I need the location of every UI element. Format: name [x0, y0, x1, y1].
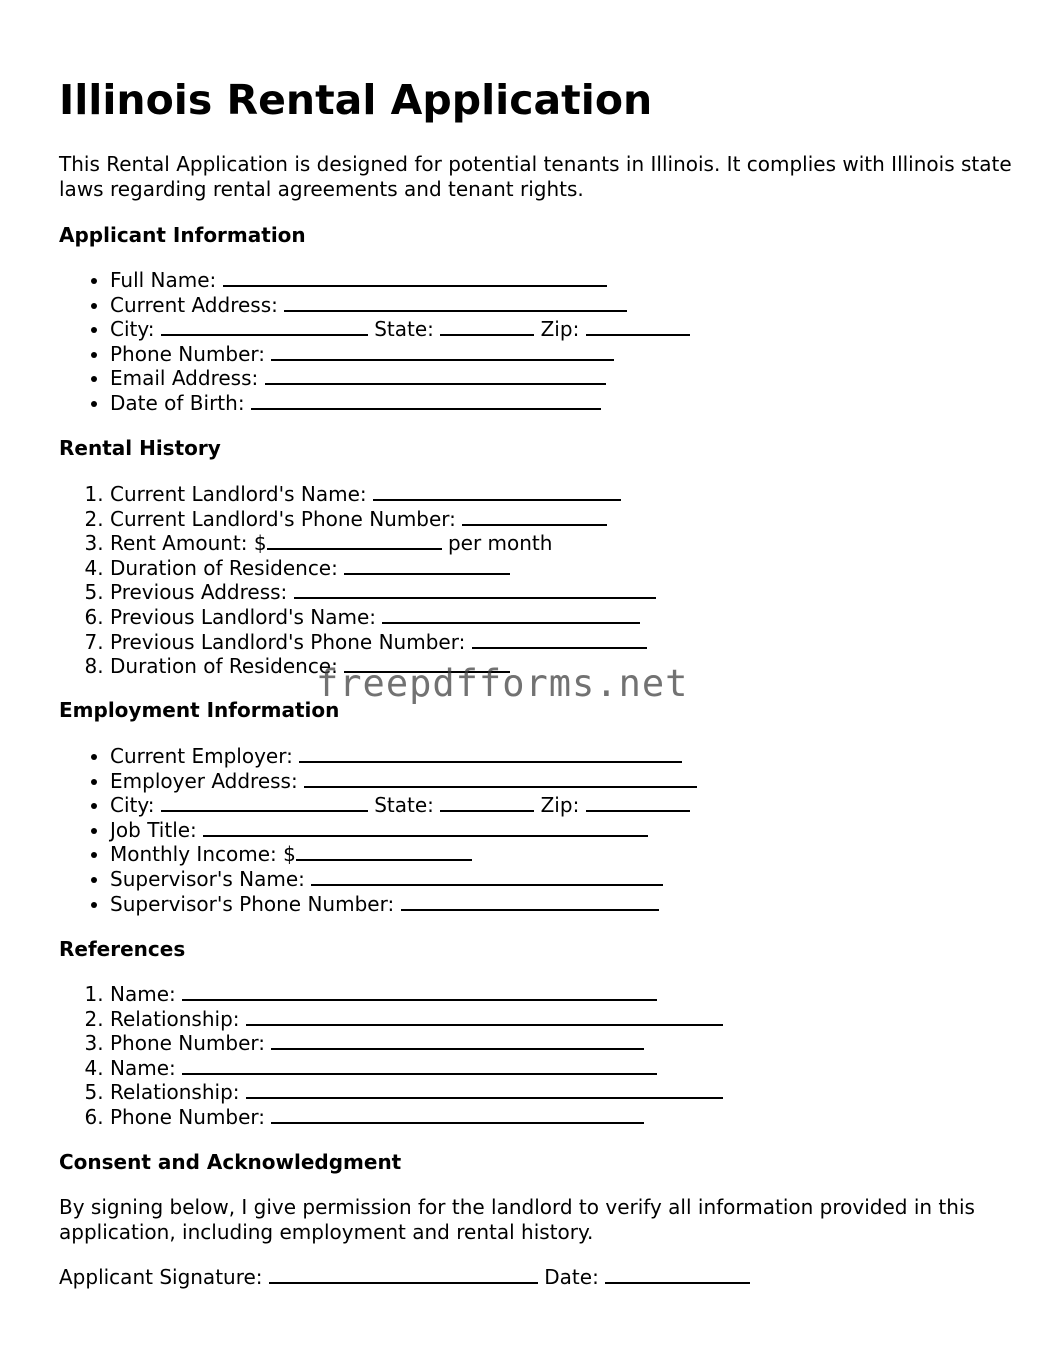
list-item: • Monthly Income: $: [110, 842, 697, 867]
list-item: • Supervisor's Phone Number:: [110, 892, 697, 917]
reference-phone-field-2[interactable]: [271, 1105, 644, 1124]
signature-line: Applicant Signature: Date:: [59, 1265, 750, 1289]
applicant-list: [59, 268, 690, 416]
list-item: 3. Phone Number:: [110, 1031, 723, 1056]
landlord-phone-field[interactable]: [462, 507, 607, 526]
list-item: • Date of Birth:: [110, 391, 690, 416]
email-field[interactable]: [265, 366, 606, 385]
employer-city-field[interactable]: [161, 793, 368, 812]
prev-landlord-name-field[interactable]: [382, 605, 640, 624]
list-item: 6. Previous Landlord's Name:: [110, 605, 656, 630]
list-item: 6. Phone Number:: [110, 1105, 723, 1130]
rent-amount-field[interactable]: [267, 531, 442, 550]
signature-field[interactable]: [269, 1265, 538, 1284]
full-name-field[interactable]: [223, 268, 607, 287]
reference-relationship-field-2[interactable]: [246, 1080, 723, 1099]
list-item: • Phone Number:: [110, 342, 690, 367]
zip-field[interactable]: [586, 317, 690, 336]
list-item: • City: State: Zip:: [110, 317, 690, 342]
list-item: 5. Relationship:: [110, 1080, 723, 1105]
list-item: 5. Previous Address:: [110, 580, 656, 605]
rental-history-heading: Rental History: [59, 436, 221, 460]
references-heading: References: [59, 937, 186, 961]
applicant-heading: Applicant Information: [59, 223, 306, 247]
reference-name-field-2[interactable]: [182, 1056, 657, 1075]
employment-list: [59, 744, 697, 916]
current-address-field[interactable]: [284, 293, 627, 312]
employment-heading: Employment Information: [59, 698, 340, 722]
city-field[interactable]: [161, 317, 368, 336]
list-item: • Full Name:: [110, 268, 690, 293]
list-item: • Job Title:: [110, 818, 697, 843]
reference-relationship-field[interactable]: [246, 1007, 723, 1026]
supervisor-phone-field[interactable]: [401, 892, 659, 911]
list-item: • Current Address:: [110, 293, 690, 318]
list-item: • Supervisor's Name:: [110, 867, 697, 892]
references-list: [59, 982, 723, 1130]
reference-name-field[interactable]: [182, 982, 657, 1001]
employer-zip-field[interactable]: [586, 793, 690, 812]
supervisor-name-field[interactable]: [311, 867, 663, 886]
phone-field[interactable]: [271, 342, 614, 361]
list-item: 1. Name:: [110, 982, 723, 1007]
prev-landlord-phone-field[interactable]: [472, 630, 647, 649]
monthly-income-field[interactable]: [296, 842, 472, 861]
list-item: 8. Duration of Residence:: [110, 654, 656, 679]
consent-heading: Consent and Acknowledgment: [59, 1150, 402, 1174]
list-item: 7. Previous Landlord's Phone Number:: [110, 630, 656, 655]
page-title: Illinois Rental Application: [59, 76, 653, 124]
list-item: • Email Address:: [110, 366, 690, 391]
intro-paragraph: This Rental Application is designed for potential tenants in Illinois. It complies with Illinois state laws regarding rental agreements and tenant rights.: [59, 152, 1012, 201]
list-item: 2. Current Landlord's Phone Number:: [110, 507, 656, 532]
duration-field[interactable]: [344, 556, 510, 575]
consent-paragraph: By signing below, I give permission for the landlord to verify all information provided in this application, including employment and rental history.: [59, 1195, 975, 1244]
list-item: 1. Current Landlord's Name:: [110, 482, 656, 507]
employer-field[interactable]: [299, 744, 682, 763]
employer-address-field[interactable]: [304, 769, 697, 788]
list-item: • City: State: Zip:: [110, 793, 697, 818]
list-item: 4. Name:: [110, 1056, 723, 1081]
list-item: 3. Rent Amount: $ per month: [110, 531, 656, 556]
reference-phone-field[interactable]: [271, 1031, 644, 1050]
rental-history-list: [59, 482, 656, 679]
date-field[interactable]: [605, 1265, 750, 1284]
landlord-name-field[interactable]: [373, 482, 621, 501]
job-title-field[interactable]: [203, 818, 648, 837]
state-field[interactable]: [440, 317, 534, 336]
list-item: 2. Relationship:: [110, 1007, 723, 1032]
watermark: freepdfforms.net: [316, 662, 689, 705]
list-item: 4. Duration of Residence:: [110, 556, 656, 581]
previous-address-field[interactable]: [294, 580, 656, 599]
list-item: • Employer Address:: [110, 769, 697, 794]
list-item: • Current Employer:: [110, 744, 697, 769]
employer-state-field[interactable]: [440, 793, 534, 812]
dob-field[interactable]: [251, 391, 601, 410]
